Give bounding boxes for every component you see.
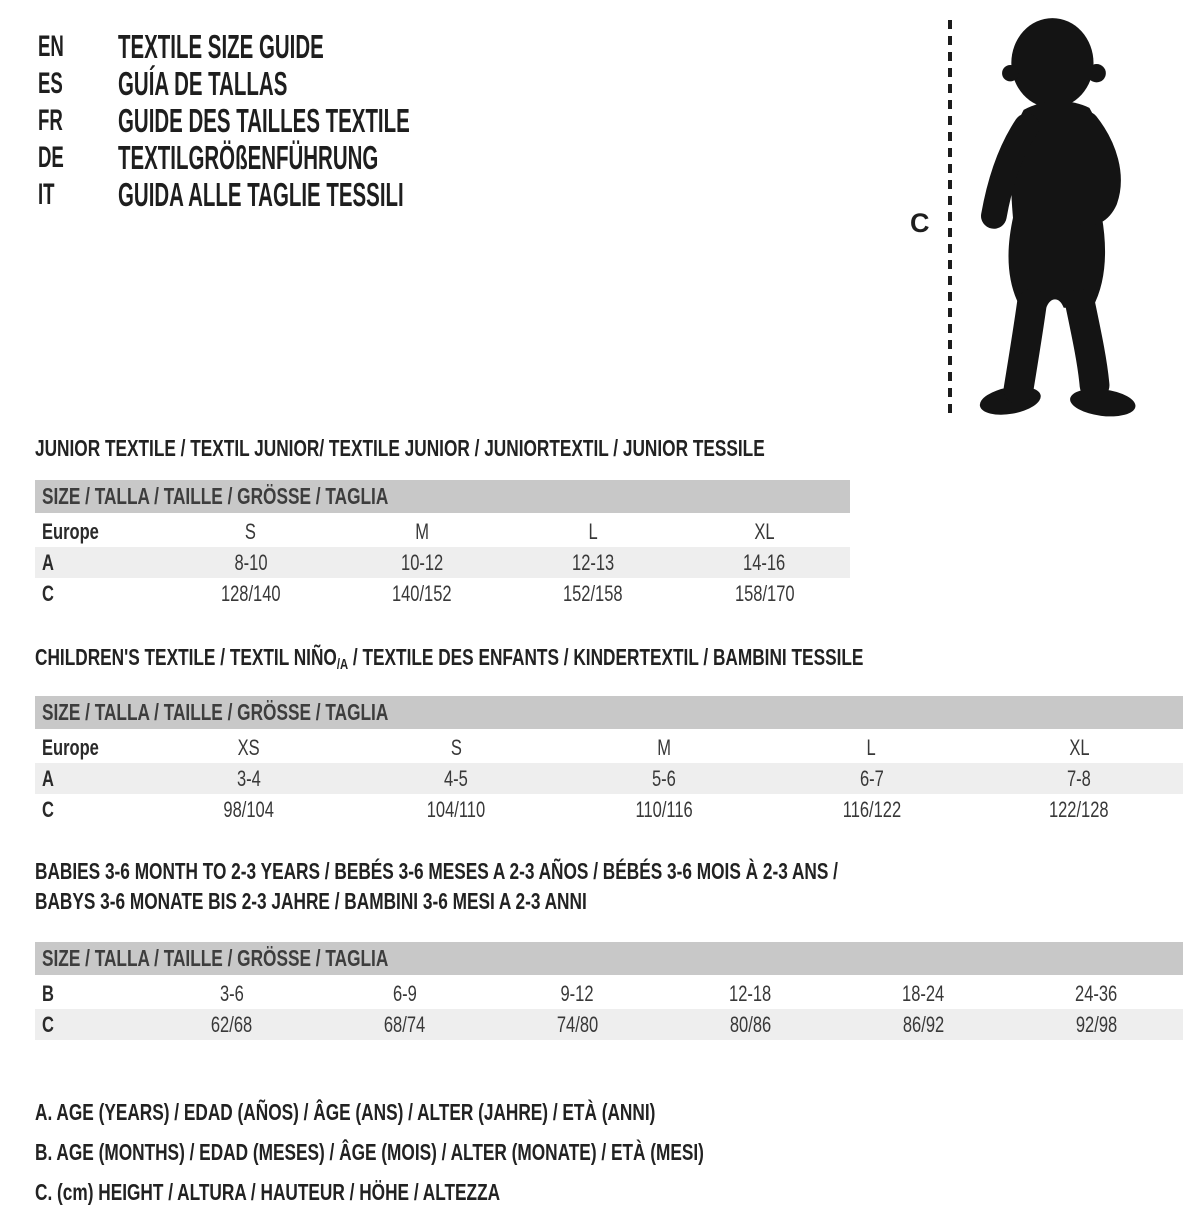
table-cell: 110/116 [635,796,693,822]
table-cell: 12-13 [572,549,615,575]
table-cell: 8-10 [234,549,268,575]
guide-title: TEXTILGRÖßENFÜHRUNG [118,138,379,176]
language-row [38,28,589,65]
table-cell: 86/92 [902,1011,945,1037]
row-label: B [42,980,54,1006]
table-cell: 98/104 [223,796,275,822]
table-cell: 9-12 [560,980,595,1006]
junior-section [35,437,1183,609]
row-label: A [42,765,54,791]
table-cell: 68/74 [383,1011,426,1037]
table-row [35,978,1183,1009]
size-header-band: SIZE / TALLA / TAILLE / GRÖSSE / TAGLIA [35,480,850,513]
table-cell: L [588,518,598,544]
legend-note: C. (cm) HEIGHT / ALTURA / HAUTEUR / HÖHE / ALTEZZA [35,1179,501,1205]
legend-note: B. AGE (MONTHS) / EDAD (MESES) / ÂGE (MOIS) / ALTER (MONATE) / ETÀ (MESI) [35,1139,704,1165]
legend-note: A. AGE (YEARS) / EDAD (AÑOS) / ÂGE (ANS) / ALTER (JAHRE) / ETÀ (ANNI) [35,1099,656,1125]
table-cell: 7-8 [1067,765,1092,791]
table-cell: 116/122 [842,796,901,822]
table-cell: S [245,518,257,544]
table-cell: 10-12 [400,549,443,575]
row-label: C [42,796,54,822]
table-cell: 3-4 [236,765,261,791]
table-row [35,516,850,547]
row-label: C [42,580,54,606]
table-cell: 122/128 [1049,796,1109,822]
height-measure-line [948,20,952,414]
table-cell: XL [1069,734,1090,760]
table-cell: L [866,734,877,760]
table-cell: 3-6 [219,980,244,1006]
table-row [35,578,850,609]
language-row [38,176,589,213]
table-cell: 152/158 [563,580,623,606]
table-cell: 6-9 [392,980,417,1006]
language-title-list [38,28,589,213]
table-cell: S [450,734,462,760]
language-row [38,139,589,176]
language-row [38,102,589,139]
table-cell: 18-24 [902,980,945,1006]
table-cell: 104/110 [427,796,486,822]
babies-heading: BABIES 3-6 MONTH TO 2-3 YEARS / BEBÉS 3-6 MESES A 2-3 AÑOS / BÉBÉS 3-6 MOIS À 2-3 ANS / BABYS 3-6 MONATE BIS 2-3 JAHRE / BAMBINI 3-6 MESI A 2-3 ANNI [35,858,838,914]
children-heading: CHILDREN'S TEXTILE / TEXTIL $NIÑO_{/A}$ / TEXTILE DES ENFANTS / KINDERTEXTIL / BAMBINI TESSILE [35,644,864,673]
table-row [35,1009,1183,1040]
language-code: DE [38,140,64,174]
table-row [35,763,1183,794]
nino-a-subscript: /A [336,656,349,673]
guide-title: GUIDA ALLE TAGLIE TESSILI [118,175,404,213]
row-label: A [42,549,54,575]
table-cell: 5-6 [652,765,676,791]
table-cell: 74/80 [556,1011,599,1037]
table-cell: 6-7 [859,765,884,791]
toddler-silhouette-icon [962,12,1149,420]
children-section [35,646,1183,825]
table-cell: 158/170 [734,580,795,606]
table-cell: M [657,734,671,760]
size-header-band: SIZE / TALLA / TAILLE / GRÖSSE / TAGLIA [35,942,1183,975]
table-cell: 80/86 [729,1011,772,1037]
row-label: Europe [42,518,99,544]
table-row [35,547,850,578]
language-code: ES [38,66,63,100]
babies-section [35,856,1183,1040]
table-cell: XL [754,518,775,544]
junior-heading: JUNIOR TEXTILE / TEXTIL JUNIOR/ TEXTILE JUNIOR / JUNIORTEXTIL / JUNIOR TESSILE [35,435,765,461]
table-cell: 24-36 [1075,980,1118,1006]
table-cell: XS [237,734,260,760]
table-cell: 92/98 [1075,1011,1118,1037]
table-cell: M [414,518,429,544]
table-cell: 12-18 [729,980,772,1006]
language-code: EN [38,29,64,63]
height-measure-label: C [910,208,930,238]
table-cell: 140/152 [392,580,452,606]
table-cell: 14-16 [743,549,786,575]
guide-title: GUÍA DE TALLAS [118,64,288,102]
size-header-band: SIZE / TALLA / TAILLE / GRÖSSE / TAGLIA [35,696,1183,729]
language-row [38,65,589,102]
guide-title: GUIDE DES TAILLES TEXTILE [118,101,410,139]
children-size-table [35,696,1183,825]
table-cell: 4-5 [444,765,469,791]
language-code: IT [38,177,55,211]
junior-size-table [35,480,850,609]
babies-size-table [35,942,1183,1040]
table-row [35,794,1183,825]
row-label: C [42,1011,54,1037]
row-label: Europe [42,734,99,760]
height-figure [900,12,1165,424]
table-row [35,732,1183,763]
table-cell: 62/68 [210,1011,253,1037]
legend-notes [35,1092,1183,1212]
language-code: FR [38,103,63,137]
guide-title: TEXTILE SIZE GUIDE [118,27,324,65]
table-cell: 128/140 [220,580,281,606]
